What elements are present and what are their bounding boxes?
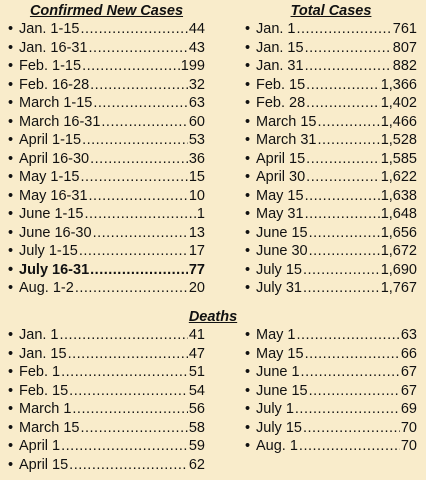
bullet-icon: •: [8, 132, 14, 148]
leader-dots: [93, 94, 188, 113]
leader-dots: [75, 279, 188, 298]
bullet-icon: •: [8, 95, 14, 111]
list-item: [245, 382, 417, 401]
row-label: Feb. 15: [256, 76, 306, 93]
row-label: March 15: [19, 419, 80, 436]
row-value: 54: [188, 382, 205, 399]
bullet-icon: •: [8, 58, 14, 74]
row-label: May 1: [256, 327, 296, 343]
leader-dots: [303, 419, 400, 438]
bullet-icon: •: [8, 76, 14, 93]
leader-dots: [69, 456, 188, 475]
leader-dots: [82, 131, 188, 150]
row-value: 1,402: [380, 95, 417, 111]
list-item: [245, 205, 417, 224]
row-label: June 1: [256, 364, 300, 380]
bullet-icon: •: [245, 58, 251, 74]
bullet-icon: •: [245, 224, 251, 241]
bullet-icon: •: [245, 261, 251, 278]
row-label: Jan. 1: [19, 327, 59, 343]
list-item: [8, 456, 205, 475]
leader-dots: [317, 131, 379, 150]
row-value: 70: [400, 419, 417, 436]
list-item: [8, 20, 205, 39]
leader-dots: [305, 57, 392, 76]
confirmed-new-cases-list: [8, 20, 205, 298]
leader-dots: [82, 57, 180, 76]
row-label: June 15: [256, 224, 308, 241]
row-label: May 16-31: [19, 187, 88, 204]
bullet-icon: •: [8, 169, 14, 185]
list-item: [245, 39, 417, 58]
leader-dots: [85, 205, 196, 224]
bullet-icon: •: [245, 21, 251, 37]
leader-dots: [306, 94, 380, 113]
list-item: [245, 57, 417, 76]
leader-dots: [79, 242, 188, 261]
bullet-icon: •: [8, 345, 14, 362]
row-value: 1,466: [380, 113, 417, 130]
row-value: 13: [188, 224, 205, 241]
list-item: [8, 205, 205, 224]
bullet-icon: •: [245, 187, 251, 204]
leader-dots: [90, 76, 188, 95]
list-item: [245, 345, 417, 364]
deaths-left-column: [8, 326, 205, 474]
list-item: [8, 131, 205, 150]
row-label: July 1-15: [19, 243, 78, 259]
list-item: [245, 363, 417, 382]
list-item: [8, 345, 205, 364]
row-label: March 1-15: [19, 95, 93, 111]
list-item: [245, 187, 417, 206]
row-value: 1: [196, 206, 205, 222]
leader-dots: [80, 419, 187, 438]
list-item: [8, 400, 205, 419]
leader-dots: [299, 437, 400, 456]
bullet-icon: •: [245, 419, 251, 436]
row-label: Aug. 1-2: [19, 280, 74, 296]
row-label: June 16-30: [19, 224, 92, 241]
leader-dots: [303, 261, 380, 280]
leader-dots: [69, 382, 188, 401]
leader-dots: [301, 363, 400, 382]
row-label: Feb. 16-28: [19, 76, 90, 93]
list-item: [245, 20, 417, 39]
list-item: [245, 326, 417, 345]
list-item: [8, 224, 205, 243]
row-label: June 1-15: [19, 206, 84, 222]
leader-dots: [72, 400, 187, 419]
row-label: Jan. 31: [256, 58, 304, 74]
bullet-icon: •: [8, 21, 14, 37]
bullet-icon: •: [8, 224, 14, 241]
row-label: April 15: [19, 456, 69, 473]
leader-dots: [306, 150, 380, 169]
bullet-icon: •: [245, 345, 251, 362]
bullet-icon: •: [245, 76, 251, 93]
leader-dots: [90, 261, 188, 280]
list-item: [245, 242, 417, 261]
row-value: 63: [188, 95, 205, 111]
row-value: 15: [188, 169, 205, 185]
row-value: 20: [188, 280, 205, 296]
list-item: [245, 76, 417, 95]
row-value: 1,622: [380, 169, 417, 185]
list-item: [245, 113, 417, 132]
row-value: 67: [400, 364, 417, 380]
row-label: Jan. 16-31: [19, 39, 88, 56]
row-label: July 1: [256, 401, 294, 417]
row-label: March 16-31: [19, 113, 101, 130]
list-item: [245, 437, 417, 456]
row-value: 41: [188, 327, 205, 343]
row-value: 47: [188, 345, 205, 362]
bullet-icon: •: [245, 39, 251, 56]
deaths-heading: Deaths: [188, 309, 238, 325]
row-value: 58: [188, 419, 205, 436]
leader-dots: [309, 242, 380, 261]
bullet-icon: •: [8, 364, 14, 380]
row-value: 51: [188, 364, 205, 380]
leader-dots: [309, 224, 380, 243]
row-value: 761: [392, 21, 417, 37]
row-label: Feb. 15: [19, 382, 69, 399]
row-value: 199: [180, 58, 205, 74]
row-label: July 15: [256, 261, 302, 278]
leader-dots: [303, 279, 380, 298]
row-value: 66: [400, 345, 417, 362]
leader-dots: [61, 363, 188, 382]
bullet-icon: •: [245, 327, 251, 343]
row-value: 1,648: [380, 206, 417, 222]
leader-dots: [295, 400, 400, 419]
list-item: [8, 94, 205, 113]
leader-dots: [89, 187, 188, 206]
row-label: June 15: [256, 382, 308, 399]
row-label: April 1-15: [19, 132, 82, 148]
list-item: [8, 382, 205, 401]
row-label: April 1: [19, 438, 61, 454]
row-value: 1,656: [380, 224, 417, 241]
row-label: May 15: [256, 345, 304, 362]
bullet-icon: •: [245, 364, 251, 380]
row-label: Aug. 1: [256, 438, 298, 454]
list-item: [8, 419, 205, 438]
leader-dots: [68, 345, 188, 364]
row-value: 67: [400, 382, 417, 399]
bullet-icon: •: [8, 382, 14, 399]
list-item: [8, 57, 205, 76]
leader-dots: [80, 20, 187, 39]
row-value: 17: [188, 243, 205, 259]
row-value: 56: [188, 401, 205, 417]
bullet-icon: •: [245, 382, 251, 399]
leader-dots: [297, 326, 400, 345]
leader-dots: [309, 382, 400, 401]
leader-dots: [80, 168, 187, 187]
bullet-icon: •: [245, 243, 251, 259]
leader-dots: [305, 39, 392, 58]
bullet-icon: •: [8, 401, 14, 417]
bullet-icon: •: [8, 456, 14, 473]
row-value: 43: [188, 39, 205, 56]
row-label: June 30: [256, 243, 308, 259]
bullet-icon: •: [8, 327, 14, 343]
row-label: April 30: [256, 169, 306, 185]
list-item: [245, 131, 417, 150]
bullet-icon: •: [245, 401, 251, 417]
list-item: [245, 279, 417, 298]
leader-dots: [306, 168, 380, 187]
row-value: 32: [188, 76, 205, 93]
bullet-icon: •: [8, 39, 14, 56]
list-item-highlighted: [8, 261, 205, 280]
list-item: [245, 224, 417, 243]
row-value: 1,690: [380, 261, 417, 278]
list-item: [8, 437, 205, 456]
list-item: [8, 279, 205, 298]
list-item: [245, 419, 417, 438]
leader-dots: [101, 113, 187, 132]
row-label: Feb. 1-15: [19, 58, 82, 74]
bullet-icon: •: [8, 150, 14, 167]
bullet-icon: •: [245, 438, 251, 454]
leader-dots: [306, 76, 380, 95]
list-item: [8, 187, 205, 206]
total-cases-list: [245, 20, 417, 298]
deaths-right-column: [245, 326, 417, 456]
bullet-icon: •: [245, 95, 251, 111]
list-item: [245, 261, 417, 280]
list-item: [8, 168, 205, 187]
list-item: [8, 150, 205, 169]
total-cases-heading: Total Cases: [290, 3, 372, 19]
row-value: 70: [400, 438, 417, 454]
bullet-icon: •: [8, 113, 14, 130]
leader-dots: [90, 150, 188, 169]
row-label: March 31: [256, 132, 317, 148]
leader-dots: [305, 205, 380, 224]
leader-dots: [60, 326, 188, 345]
row-label: Jan. 1-15: [19, 21, 80, 37]
row-label: May 31: [256, 206, 304, 222]
bullet-icon: •: [245, 113, 251, 130]
list-item: [8, 76, 205, 95]
row-value: 62: [188, 456, 205, 473]
row-label: May 1-15: [19, 169, 80, 185]
bullet-icon: •: [245, 169, 251, 185]
leader-dots: [305, 187, 380, 206]
row-value: 807: [392, 39, 417, 56]
bullet-icon: •: [8, 243, 14, 259]
row-value: 77: [188, 261, 205, 278]
confirmed-new-cases-heading: Confirmed New Cases: [29, 3, 184, 19]
row-value: 1,585: [380, 150, 417, 167]
bullet-icon: •: [8, 261, 14, 278]
confirmed-new-cases-column: [8, 2, 205, 298]
leader-dots: [305, 345, 400, 364]
row-label: July 15: [256, 419, 302, 436]
leader-dots: [61, 437, 188, 456]
total-cases-column: [245, 2, 417, 298]
row-value: 1,767: [380, 280, 417, 296]
row-value: 53: [188, 132, 205, 148]
list-item: [8, 39, 205, 58]
row-label: May 15: [256, 187, 304, 204]
row-label: Feb. 1: [19, 364, 61, 380]
row-value: 60: [188, 113, 205, 130]
list-item: [8, 242, 205, 261]
list-item: [8, 363, 205, 382]
row-value: 1,528: [380, 132, 417, 148]
bullet-icon: •: [245, 280, 251, 296]
list-item: [245, 168, 417, 187]
row-label: March 1: [19, 401, 72, 417]
row-label: July 16-31: [19, 261, 90, 278]
list-item: [8, 113, 205, 132]
list-item: [245, 150, 417, 169]
row-label: July 31: [256, 280, 302, 296]
row-value: 36: [188, 150, 205, 167]
leader-dots: [297, 20, 392, 39]
row-value: 10: [188, 187, 205, 204]
bullet-icon: •: [8, 419, 14, 436]
list-item: [245, 94, 417, 113]
bullet-icon: •: [245, 150, 251, 167]
bullet-icon: •: [245, 132, 251, 148]
bullet-icon: •: [8, 280, 14, 296]
bullet-icon: •: [8, 438, 14, 454]
leader-dots: [89, 39, 188, 58]
row-label: Feb. 28: [256, 95, 306, 111]
row-value: 44: [188, 21, 205, 37]
bullet-icon: •: [8, 206, 14, 222]
row-value: 1,638: [380, 187, 417, 204]
bullet-icon: •: [245, 206, 251, 222]
row-value: 1,672: [380, 243, 417, 259]
row-label: Jan. 15: [19, 345, 67, 362]
row-label: Jan. 15: [256, 39, 304, 56]
row-value: 69: [400, 401, 417, 417]
row-value: 1,366: [380, 76, 417, 93]
bullet-icon: •: [8, 187, 14, 204]
row-value: 882: [392, 58, 417, 74]
list-item: [8, 326, 205, 345]
leader-dots: [93, 224, 188, 243]
row-label: March 15: [256, 113, 317, 130]
row-label: Jan. 1: [256, 21, 296, 37]
row-label: April 15: [256, 150, 306, 167]
row-value: 63: [400, 327, 417, 343]
leader-dots: [317, 113, 379, 132]
row-value: 59: [188, 438, 205, 454]
list-item: [245, 400, 417, 419]
row-label: April 16-30: [19, 150, 90, 167]
